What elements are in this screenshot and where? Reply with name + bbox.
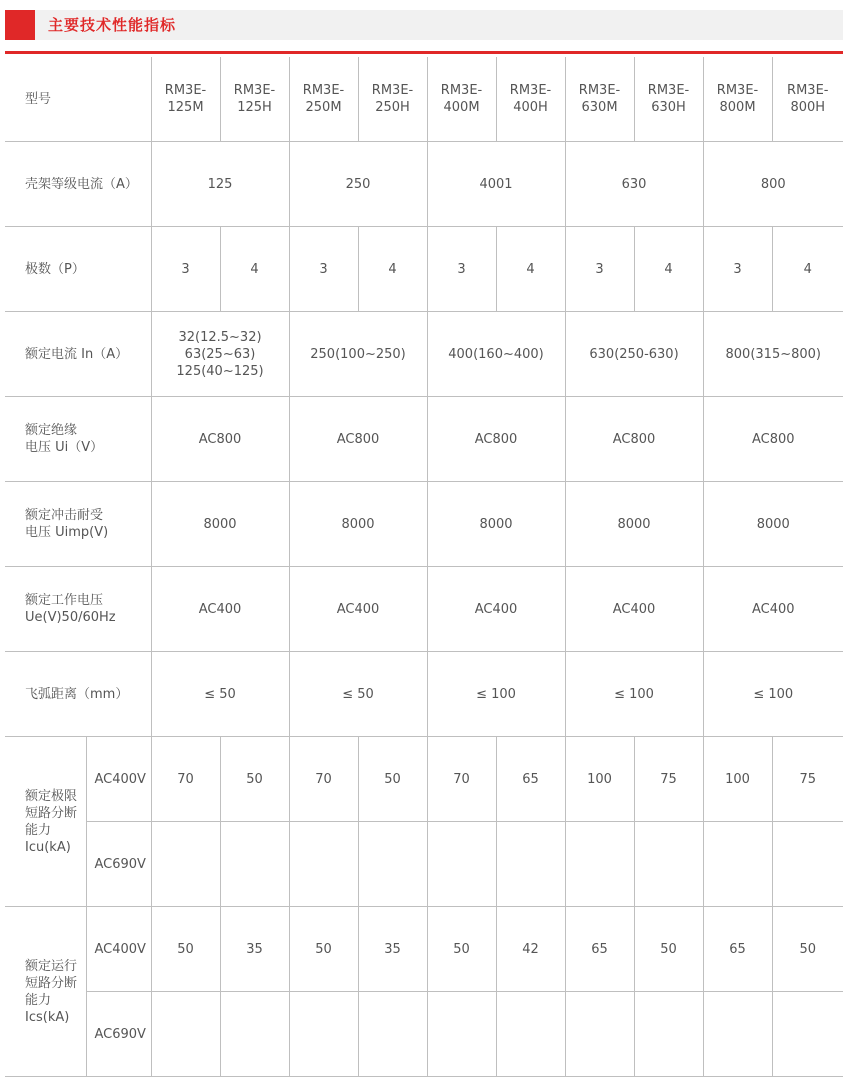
poles-value: 3: [151, 227, 220, 312]
icu-value: [151, 822, 220, 907]
icu-value: 75: [634, 737, 703, 822]
model-cell: RM3E- 125M: [151, 57, 220, 142]
working-voltage-row: [5, 567, 843, 652]
insulation-voltage-value: AC800: [427, 397, 565, 482]
ics-voltage: AC400V: [86, 907, 151, 992]
working-voltage-value: AC400: [151, 567, 289, 652]
poles-value: 3: [289, 227, 358, 312]
ics-value: [565, 992, 634, 1077]
icu-value: 100: [703, 737, 772, 822]
icu-value: [496, 822, 565, 907]
ics-value: [772, 992, 843, 1077]
icu-value: 50: [358, 737, 427, 822]
icu-value: [427, 822, 496, 907]
rated-current-row: [5, 312, 843, 397]
rated-current-value: 250(100~250): [289, 312, 427, 397]
ics-value: [634, 992, 703, 1077]
icu-value: [220, 822, 289, 907]
icu-voltage: AC400V: [86, 737, 151, 822]
icu-row: [5, 737, 843, 822]
poles-label: 极数（P）: [5, 227, 151, 312]
icu-row: [5, 822, 843, 907]
poles-row: [5, 227, 843, 312]
working-voltage-value: AC400: [703, 567, 843, 652]
icu-value: 50: [220, 737, 289, 822]
ics-value: [427, 992, 496, 1077]
impulse-voltage-value: 8000: [289, 482, 427, 567]
poles-value: 4: [496, 227, 565, 312]
arc-distance-value: ≤ 100: [703, 652, 843, 737]
ics-value: [358, 992, 427, 1077]
rated-current-value: 800(315~800): [703, 312, 843, 397]
frame-current-value: 4001: [427, 142, 565, 227]
rated-current-label: 额定电流 In（A）: [5, 312, 151, 397]
icu-voltage: AC690V: [86, 822, 151, 907]
frame-current-label: 壳架等级电流（A）: [5, 142, 151, 227]
ics-row: [5, 992, 843, 1077]
arc-distance-value: ≤ 50: [289, 652, 427, 737]
icu-value: [772, 822, 843, 907]
ics-value: 50: [772, 907, 843, 992]
icu-value: 75: [772, 737, 843, 822]
insulation-voltage-value: AC800: [703, 397, 843, 482]
model-cell: RM3E- 400M: [427, 57, 496, 142]
poles-value: 3: [703, 227, 772, 312]
model-row: [5, 57, 843, 142]
model-cell: RM3E- 800H: [772, 57, 843, 142]
ics-value: 65: [565, 907, 634, 992]
spec-table: [5, 57, 843, 1077]
icu-value: 100: [565, 737, 634, 822]
ics-value: [289, 992, 358, 1077]
section-header: [5, 10, 843, 40]
impulse-voltage-value: 8000: [151, 482, 289, 567]
frame-current-value: 250: [289, 142, 427, 227]
model-cell: RM3E- 630M: [565, 57, 634, 142]
ics-value: 42: [496, 907, 565, 992]
impulse-voltage-label: 额定冲击耐受 电压 Uimp(V): [5, 482, 151, 567]
model-cell: RM3E- 125H: [220, 57, 289, 142]
ics-value: [496, 992, 565, 1077]
ics-value: 65: [703, 907, 772, 992]
icu-label: 额定极限 短路分断 能力 Icu(kA): [5, 737, 86, 907]
ics-voltage: AC690V: [86, 992, 151, 1077]
section-title: 主要技术性能指标: [48, 16, 177, 34]
working-voltage-value: AC400: [289, 567, 427, 652]
icu-value: 70: [151, 737, 220, 822]
icu-value: [703, 822, 772, 907]
frame-current-value: 800: [703, 142, 843, 227]
poles-value: 3: [427, 227, 496, 312]
icu-value: 65: [496, 737, 565, 822]
header-divider: [5, 51, 843, 54]
poles-value: 4: [358, 227, 427, 312]
insulation-voltage-label: 额定绝缘 电压 Ui（V）: [5, 397, 151, 482]
insulation-voltage-value: AC800: [289, 397, 427, 482]
model-cell: RM3E- 400H: [496, 57, 565, 142]
ics-value: 50: [151, 907, 220, 992]
frame-current-value: 125: [151, 142, 289, 227]
icu-value: [634, 822, 703, 907]
model-cell: RM3E- 800M: [703, 57, 772, 142]
icu-value: [289, 822, 358, 907]
insulation-voltage-value: AC800: [151, 397, 289, 482]
ics-label: 额定运行 短路分断 能力 Ics(kA): [5, 907, 86, 1077]
arc-distance-value: ≤ 100: [565, 652, 703, 737]
poles-value: 3: [565, 227, 634, 312]
insulation-voltage-value: AC800: [565, 397, 703, 482]
frame-current-row: [5, 142, 843, 227]
impulse-voltage-value: 8000: [565, 482, 703, 567]
frame-current-value: 630: [565, 142, 703, 227]
rated-current-value: 32(12.5~32) 63(25~63) 125(40~125): [151, 312, 289, 397]
impulse-voltage-value: 8000: [703, 482, 843, 567]
icu-value: [358, 822, 427, 907]
arc-distance-row: [5, 652, 843, 737]
working-voltage-value: AC400: [427, 567, 565, 652]
impulse-voltage-value: 8000: [427, 482, 565, 567]
model-cell: RM3E- 250H: [358, 57, 427, 142]
rated-current-value: 400(160~400): [427, 312, 565, 397]
poles-value: 4: [220, 227, 289, 312]
icu-value: 70: [427, 737, 496, 822]
icu-value: 70: [289, 737, 358, 822]
ics-value: 50: [427, 907, 496, 992]
ics-value: [220, 992, 289, 1077]
ics-value: 50: [289, 907, 358, 992]
arc-distance-label: 飞弧距离（mm）: [5, 652, 151, 737]
section-marker: [5, 10, 35, 40]
ics-row: [5, 907, 843, 992]
ics-value: [703, 992, 772, 1077]
working-voltage-label: 额定工作电压 Ue(V)50/60Hz: [5, 567, 151, 652]
model-cell: RM3E- 630H: [634, 57, 703, 142]
insulation-voltage-row: [5, 397, 843, 482]
arc-distance-value: ≤ 100: [427, 652, 565, 737]
working-voltage-value: AC400: [565, 567, 703, 652]
model-label: 型号: [5, 57, 151, 142]
ics-value: 50: [634, 907, 703, 992]
arc-distance-value: ≤ 50: [151, 652, 289, 737]
ics-value: 35: [358, 907, 427, 992]
icu-value: [565, 822, 634, 907]
ics-value: 35: [220, 907, 289, 992]
impulse-voltage-row: [5, 482, 843, 567]
poles-value: 4: [634, 227, 703, 312]
model-cell: RM3E- 250M: [289, 57, 358, 142]
poles-value: 4: [772, 227, 843, 312]
rated-current-value: 630(250-630): [565, 312, 703, 397]
ics-value: [151, 992, 220, 1077]
